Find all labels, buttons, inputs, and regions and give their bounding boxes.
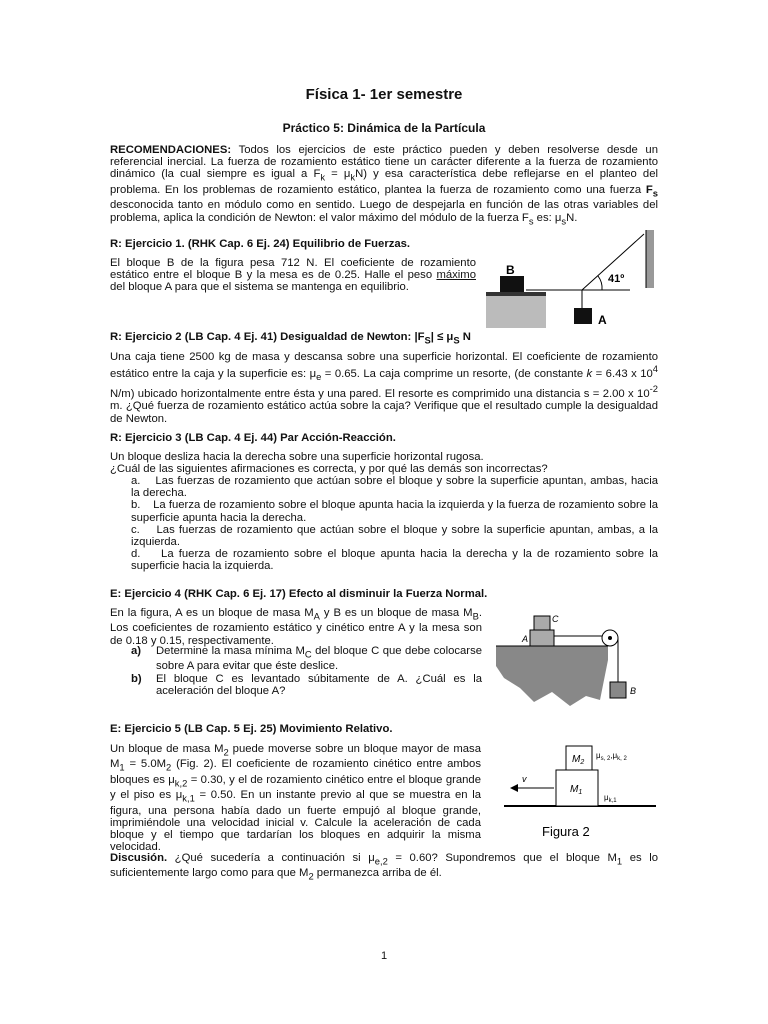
page-number: 1: [380, 950, 388, 962]
block-a: [574, 308, 592, 324]
ej3-intro-1: Un bloque desliza hacia la derecha sobre una superficie horizontal rugosa.: [110, 451, 484, 463]
ej4-text: En la figura, A es un bloque de masa $M_A$ y B es un bloque de masa $M_B$. Los coeficientes de rozamiento estático y cinético entre A y la mesa son de 0.18 y 0.15, respectivamente.: [110, 607, 482, 647]
list-item: d. La fuerza de rozamiento sobre el bloque apunta hacia la derecha y la de rozamiento sobre la superficie hacia la izquierda.: [131, 548, 658, 573]
block-c-label: C: [552, 614, 559, 624]
block-c: [534, 616, 550, 630]
ej4-items: [131, 645, 482, 697]
velocity-arrow-head: [510, 784, 518, 792]
angle-arc: [598, 276, 602, 290]
page-title: Física 1- 1er semestre: [305, 86, 463, 103]
angle-label: 41º: [608, 273, 625, 285]
list-item: b. La fuerza de rozamiento sobre el bloque apunta hacia la izquierda y la fuerza de rozamiento sobre la superficie apunta hacia la derecha.: [131, 499, 658, 524]
block-a: [530, 630, 554, 646]
mu-bottom-label: $\mu_{k,1}$: [604, 793, 617, 804]
recomendaciones-paragraph: RECOMENDACIONES: Todos los ejercicios de este práctico pueden y deben resolverse desde un referencial inercial. La fuerza de rozamiento estático tiene un carácter diferente a la fuerza de rozamiento dinámico (la cual siempre es igual a $F_k = \mu_kN$) y esa característica debe reflejarse en el planteo del problema. En los problemas de rozamiento estático, plantea la fuerza de rozamiento como una fuerza $F_s$ desconocida tanto en módulo como en sentido. Luego de despejarla en función de las otras variables del problema, aplica la condición de Newton: el valor máximo del módulo de la fuerza $F_s$ es: $\mu_sN$.: [110, 144, 658, 226]
recomendaciones-label: RECOMENDACIONES:: [110, 144, 232, 156]
mu-top-label: $\mu_{s, 2},\mu_{k, 2}$: [596, 751, 627, 762]
ej5-figure: [500, 738, 660, 842]
table-hatch: [486, 292, 546, 328]
ej1-text: El bloque B de la figura pesa 712 N. El coeficiente de rozamiento estático entre el bloque B y la mesa es de 0.25. Halle el peso máximo del bloque A para que el sistema se mantenga en equilibrio.: [110, 257, 476, 294]
ej4-item-a: a) Determine la masa mínima $M_C$ del bloque C que debe colocarse sobre A para evitar que éste deslice.: [131, 645, 482, 673]
block-a-label: A: [522, 634, 529, 644]
ej5-heading: E: Ejercicio 5 (LB Cap. 5 Ej. 25) Movimiento Relativo.: [110, 723, 393, 735]
list-item: a. Las fuerzas de rozamiento que actúan sobre el bloque y sobre la superficie apuntan, ambas, hacia la derecha.: [131, 475, 658, 500]
table-top: [486, 292, 546, 296]
ej4-figure: [490, 610, 640, 720]
ej4-item-b: b) El bloque C es levantado súbitamente de A. ¿Cuál es la aceleración del bloque A?: [131, 672, 482, 697]
ej3-heading: R: Ejercicio 3 (LB Cap. 4 Ej. 44) Par Acción-Reacción.: [110, 432, 396, 444]
pulley-axle: [608, 636, 612, 640]
block-b-label: B: [506, 263, 515, 277]
table-hatch: [496, 646, 608, 706]
block-b: [610, 682, 626, 698]
ej5-text: Un bloque de masa $M_2$ puede moverse sobre un bloque mayor de masa $M_1 = 5.0M_2$ (Fig. 2). El coeficiente de rozamiento cinético entre ambos bloques es $\mu_{k,2} = 0.30$, y el de rozamiento cinético entre el bloque grande y el piso es $\mu_{k,1} = 0.50$. En un instante previo al que se muestra en la figura, una persona había dado un fuerte empujó al bloque grande, imprimiéndole una velocidad inicial v. Calcule la aceleración de cada bloque y el tiempo que tardarían los bloques en adquirir la misma velocidad.: [110, 743, 481, 854]
discusion-label: Discusión.: [110, 852, 168, 864]
ej3-intro-2: ¿Cuál de las siguientes afirmaciones es correcta, y por qué las demás son incorrectas?: [110, 463, 548, 475]
block-a-label: A: [598, 313, 607, 327]
velocity-label: v: [522, 774, 527, 784]
block-b-label: B: [630, 686, 637, 696]
discusion-paragraph: Discusión. ¿Qué sucedería a continuación si $\mu_{e,2} = 0.60$? Supondremos que el bloque $M_1$ es lo suficientemente largo como para que $M_2$ permanezca arriba de él.: [110, 852, 658, 882]
wall-hatch: [646, 230, 654, 288]
ej3-options-list: [131, 475, 658, 573]
ej4-heading: E: Ejercicio 4 (RHK Cap. 6 Ej. 17) Efecto al disminuir la Fuerza Normal.: [110, 588, 488, 600]
block-m2-label: $M_2$: [572, 754, 585, 766]
ej1-figure: [484, 228, 660, 332]
ej2-text: Una caja tiene 2500 kg de masa y descansa sobre una superficie horizontal. El coeficiente de rozamiento estático entre la caja y la superficie es: $\mu_e = 0.65$. La caja comprime un resorte, (de constante k = 6.43 x $10^4$ N/m) ubicado horizontalmente entre ésta y una pared. El resorte es comprimido una distancia s = 2.00 x $10^{-2}$ m. ¿Qué fuerza de rozamiento estático actúa sobre la caja? Verifique que el resultado cumple la desigualdad de Newton.: [110, 351, 659, 425]
ej2-heading: R: Ejercicio 2 (LB Cap. 4 Ej. 41) Desigualdad de Newton: $|F_S| \le \mu_S$ N: [110, 331, 471, 346]
page-subtitle: Práctico 5: Dinámica de la Partícula: [282, 121, 486, 135]
ej1-heading: R: Ejercicio 1. (RHK Cap. 6 Ej. 24) Equilibrio de Fuerzas.: [110, 238, 411, 250]
block-b: [500, 276, 524, 292]
block-m1-label: $M_1$: [570, 784, 583, 796]
list-item: c. Las fuerzas de rozamiento que actúan sobre el bloque y sobre la superficie apuntan, ambas, a la izquierda.: [131, 523, 658, 549]
figure-caption: Figura 2: [542, 824, 590, 839]
